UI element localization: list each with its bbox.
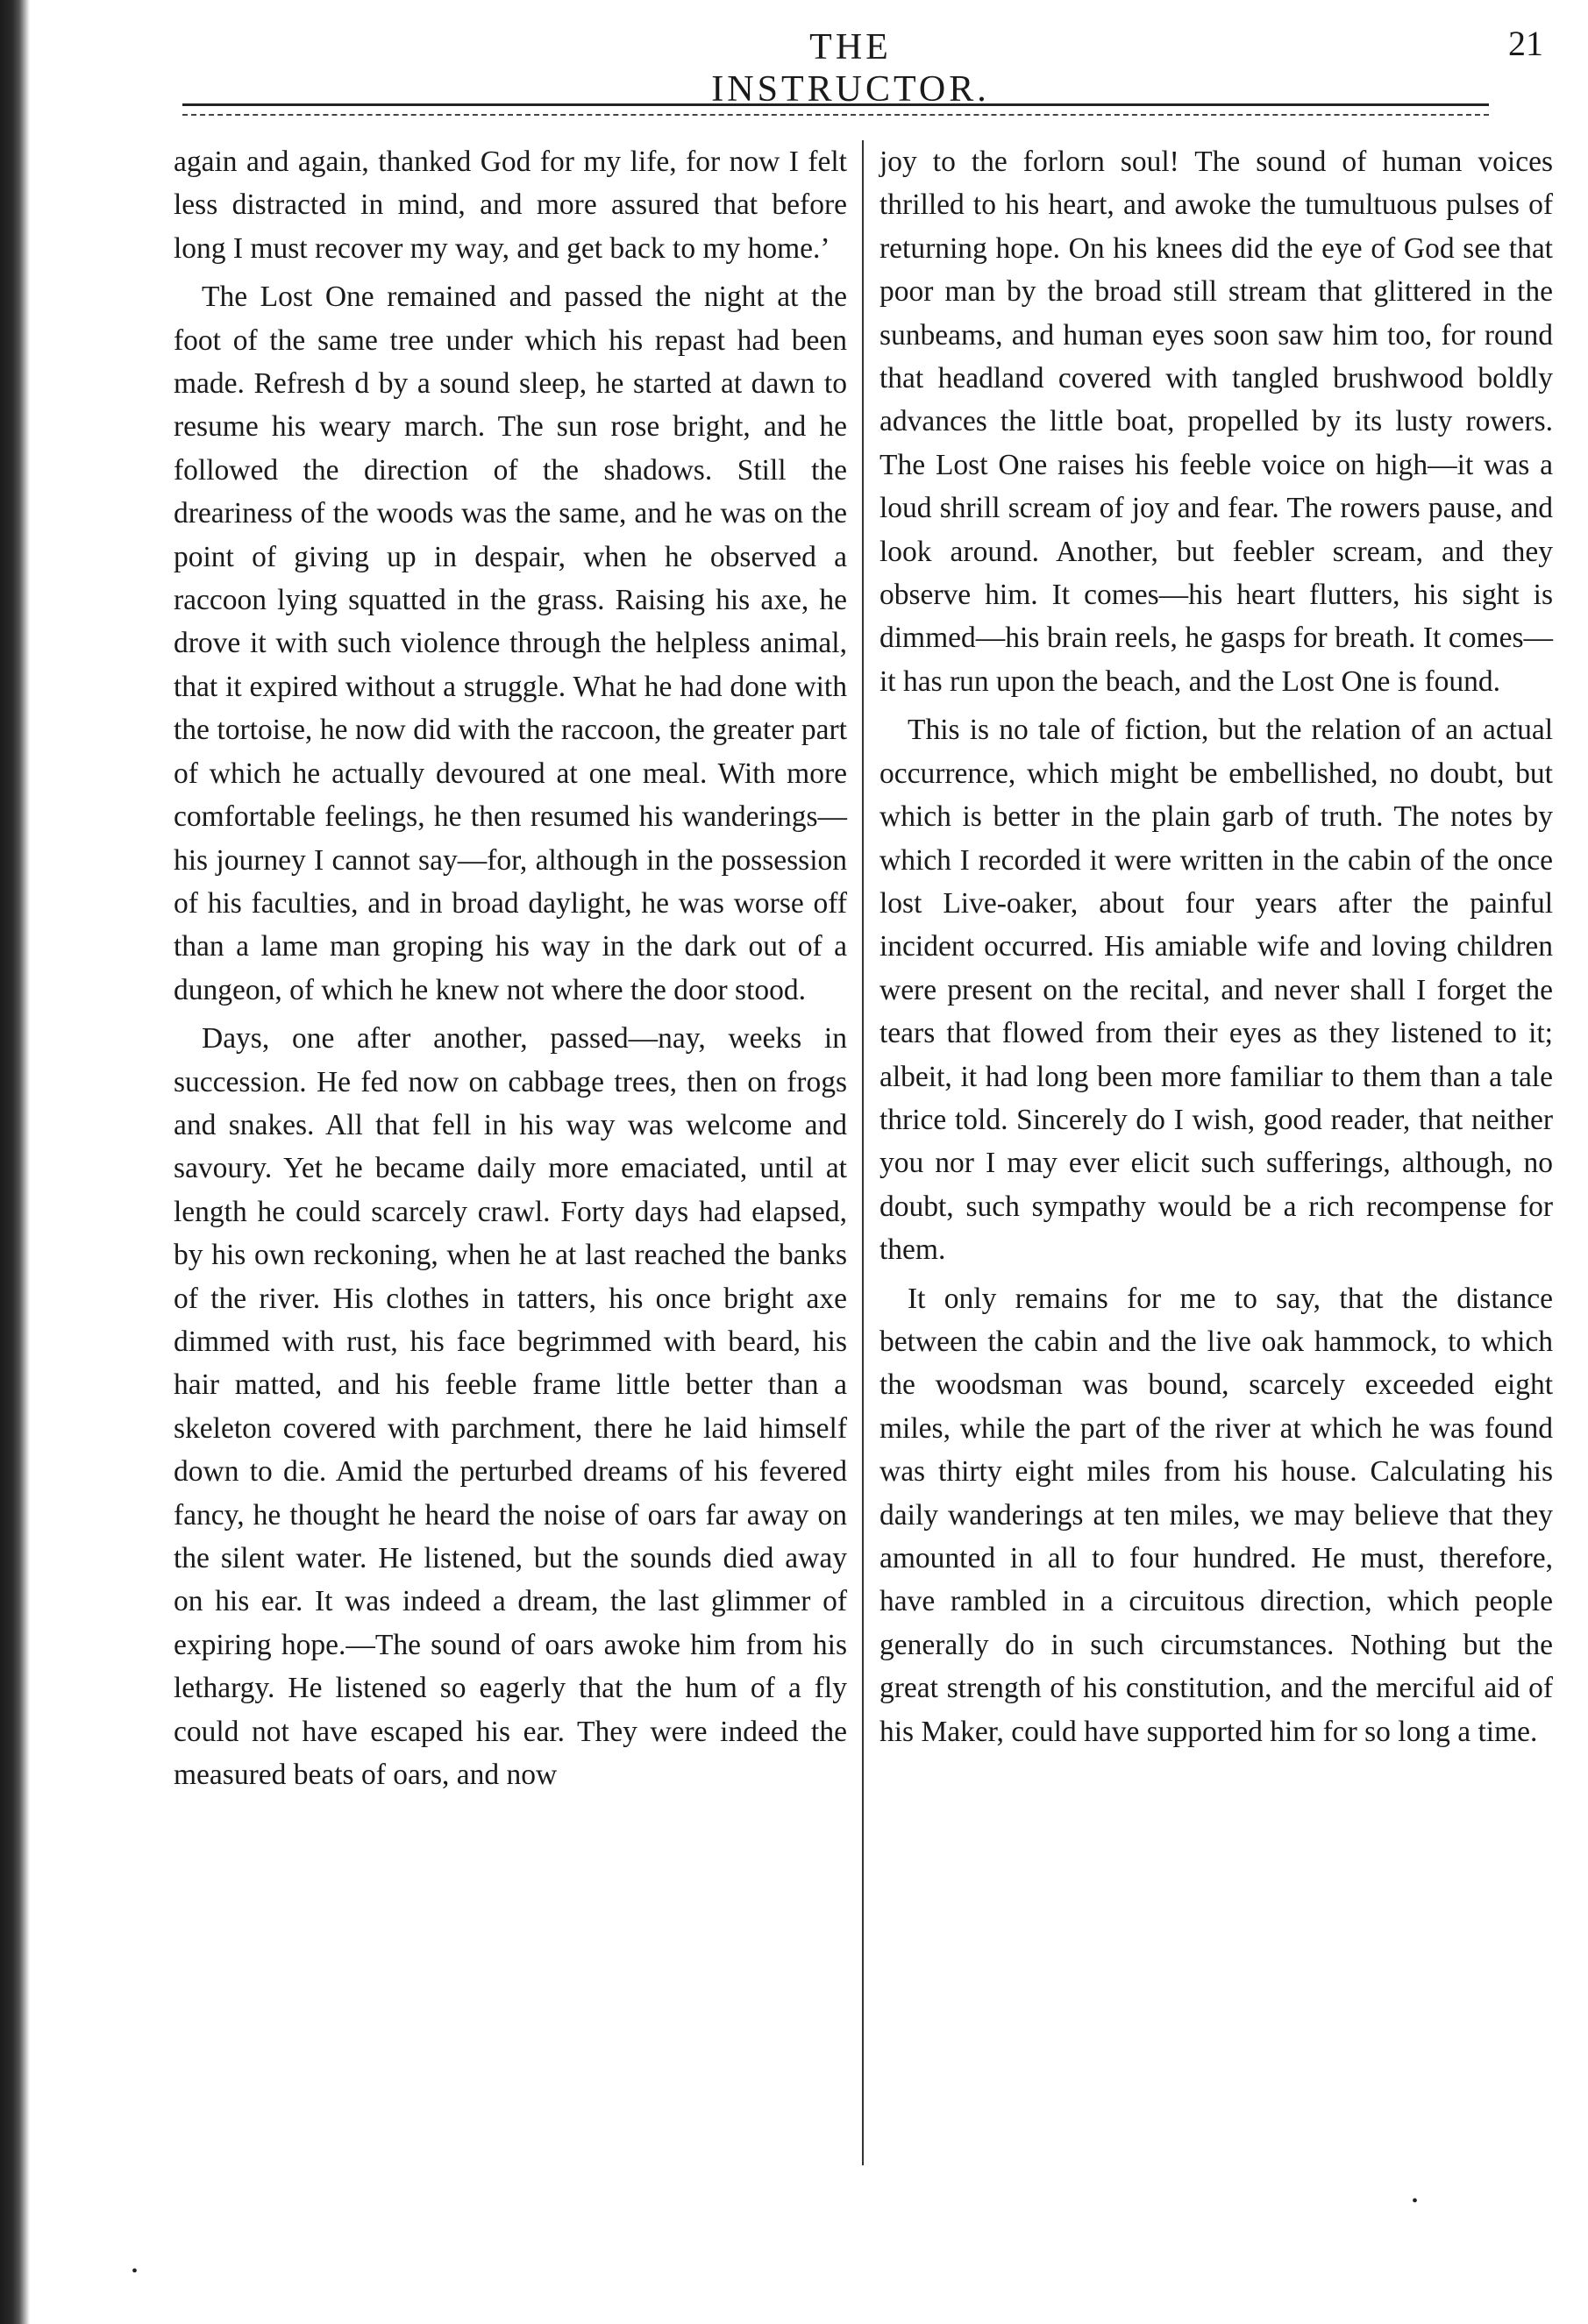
left-column [174, 140, 847, 1796]
right-paragraph-1: joy to the forlorn soul! The sound of human voices thrilled to his heart, and awoke the tumultuous pulses of returning hope. On his knees did the eye of God see that poor man by the broad still stream that glittered in the sunbeams, and human eyes soon saw him too, for round that headland covered with tangled brushwood boldly advances the little boat, propelled by its lusty rowers. The Lost One raises his feeble voice on high—it was a loud shrill scream of joy and fear. The rowers pause, and look around. Another, but feebler scream, and they observe him. It comes—his heart flutters, his sight is dimmed—his brain reels, he gasps for breath. It comes—it has run upon the beach, and the Lost One is found. [879, 146, 1553, 698]
right-paragraph-3: It only remains for me to say, that the distance between the cabin and the live oak hammock, to which the woodsman was bound, scarcely exceeded eight miles, while the part of the river at which he was found was thirty eight miles from his house. Calculating his daily wanderings at ten miles, we may believe that they amounted in all to four hundred. He must, therefore, have rambled in a circuitous direction, which people generally do in such circumstances. Nothing but the great strength of his constitution, and the merciful aid of his Maker, could have supported him for so long a time. [879, 1282, 1553, 1748]
page-binding-edge [0, 0, 30, 2324]
right-column [879, 140, 1553, 1753]
ink-speck: • [132, 2262, 139, 2281]
header-rule [182, 103, 1489, 106]
header-rule-dashed [182, 114, 1489, 116]
page-number: 21 [1508, 24, 1543, 63]
left-paragraph-3: Days, one after another, passed—nay, weeks in succession. He fed now on cabbage trees, then on frogs and snakes. All that fell in his way was welcome and savoury. Yet he became daily more emaciated, until at length he could scarcely crawl. Forty days had elapsed, by his own reckoning, when he at last reached the banks of the river. His clothes in tatters, his once bright axe dimmed with rust, his face begrimmed with beard, his hair matted, and his feeble frame little better than a skeleton covered with parchment, there he laid himself down to die. Amid the perturbed dreams of his fevered fancy, he thought he heard the noise of oars far away on the silent water. He listened, but the sounds died away on his ear. It was indeed a dream, the last glimmer of expiring hope.—The sound of oars awoke him from his lethargy. He listened so eagerly that the hum of a fly could not have escaped his ear. They were indeed the measured beats of oars, and now [174, 1022, 847, 1792]
column-divider [862, 140, 864, 2165]
right-paragraph-2: This is no tale of fiction, but the relation of an actual occurrence, which might be embellished, no doubt, but which is better in the plain garb of truth. The notes by which I recorded it were written in the cabin of the once lost Live-oaker, about four years after the painful incident occurred. His amiable wife and loving children were present on the recital, and never shall I forget the tears that flowed from their eyes as they listened to it; albeit, it had long been more familiar to them than a tale thrice told. Sincerely do I wish, good reader, that neither you nor I may ever elicit such sufferings, although, no doubt, such sympathy would be a rich recompense for them. [879, 714, 1553, 1267]
left-paragraph-1: again and again, thanked God for my life, for now I felt less distracted in mind, and more assured that before long I must recover my way, and get back to my home.’ [174, 146, 847, 265]
ink-speck: • [1412, 2192, 1419, 2211]
left-paragraph-2: The Lost One remained and passed the night at the foot of the same tree under which his repast had been made. Refresh d by a sound sleep, he started at dawn to resume his weary march. The sun rose bright, and he followed the direction of the shadows. Still the dreariness of the woods was the same, and he was on the point of giving up in despair, when he observed a raccoon lying squatted in the grass. Raising his axe, he drove it with such violence through the helpless animal, that it expired without a struggle. What he had done with the tortoise, he now did with the raccoon, the greater part of which he actually devoured at one meal. With more comfortable feelings, he then resumed his wanderings—his journey I cannot say—for, although in the possession of his faculties, and in broad daylight, he was worse off than a lame man groping his way in the dark out of a dungeon, of which he knew not where the door stood. [174, 281, 847, 1006]
running-head: THE INSTRUCTOR. [711, 27, 990, 110]
